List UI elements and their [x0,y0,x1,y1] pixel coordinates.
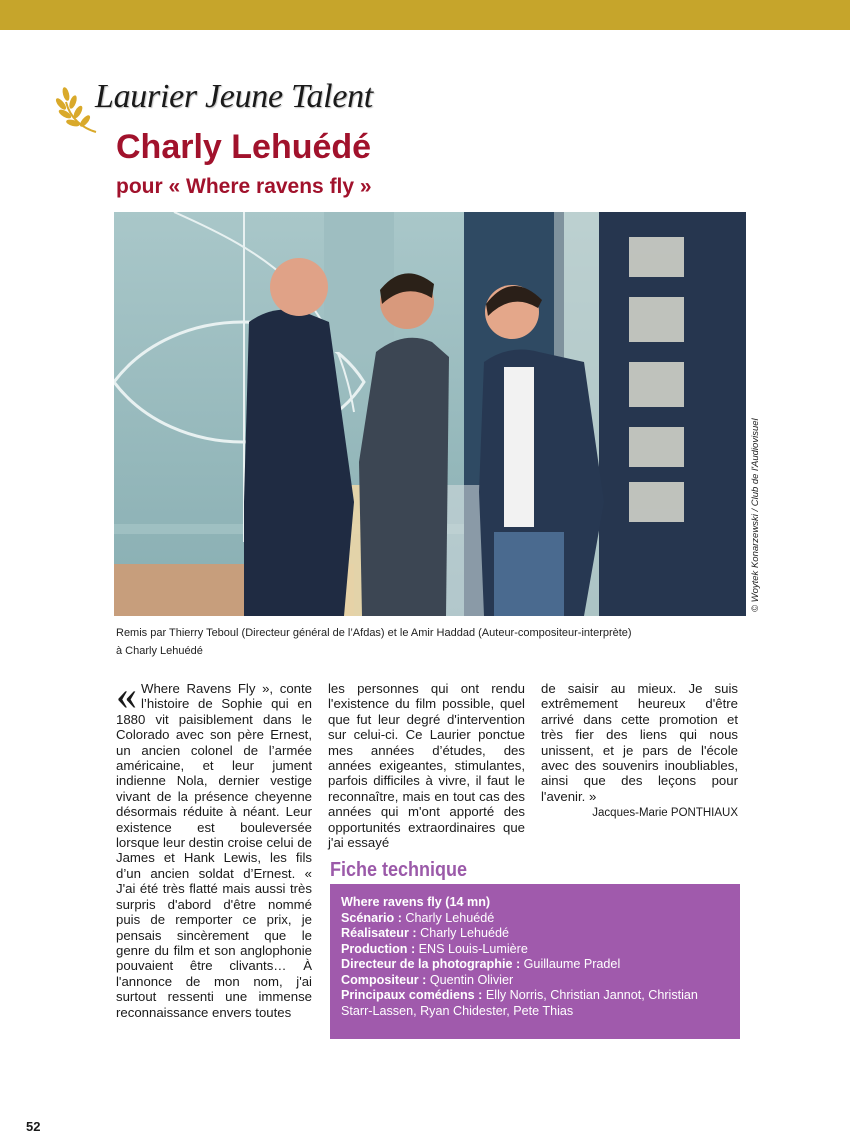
article-column-1 [116,673,312,1020]
author-signature: Jacques-Marie PONTHIAUX [592,807,738,820]
tech-sheet-item: Production : ENS Louis-Lumière [341,941,528,956]
page-number: 52 [26,1119,41,1134]
tech-sheet-item: Réalisateur : Charly Lehuédé [341,926,510,940]
tech-sheet-heading: Fiche technique [330,859,468,881]
opening-quote: « [116,673,137,719]
caption-line-2: à Charly Lehuédé [116,645,203,657]
laureate-name: Charly Lehuédé [116,128,372,166]
top-gold-bar [0,0,850,30]
tech-sheet-film: Where ravens fly (14 mn) [341,895,491,909]
award-title: Laurier Jeune Talent [95,78,373,115]
article-column-2 [328,681,525,850]
tech-sheet-item: Principaux comédiens : Elly Norris, Christian Jannot, Christian Starr-Lassen, Ryan Chidester, Pete Thias [341,988,698,1018]
photo-caption [116,624,756,660]
photo-credit: © Woytek Konarzewski / Club de l'Audiovisuel [750,418,761,612]
tech-sheet-item: Compositeur : Quentin Olivier [341,972,514,987]
article-column-3 [541,681,738,822]
tech-sheet-item: Directeur de la photographie : Guillaume Pradel [341,957,621,971]
tech-sheet-item: Scénario : Charly Lehuédé [341,910,495,925]
tech-sheet-box [330,884,740,1039]
caption-line-1: Remis par Thierry Teboul (Directeur général de l’Afdas) et le Amir Haddad (Auteur-compositeur-interprète) [116,627,632,639]
award-photo [114,212,746,616]
article-text-3: de saisir au mieux. Je suis extrêmement heureux d'être arrivé dans cette promotion et très fier des liens qui nous unissent, et je pars de l'école avec des souvenirs inoubliables, ainsi que des leçons pour l'avenir. » [541,681,738,804]
article-text-1: Where Ravens Fly », conte l’histoire de Sophie qui en 1880 vit paisiblement dans le Colorado avec son père Ernest, un ancien colonel de l’armée américaine, et leur jument indienne Nola, dernier vestige vivant de la présence cheyenne désormais réduite à néant. Leur existence est bouleversée lorsque leur destin croise celui de James et Hank Lewis, les fils d’un ancien soldat d’Ernest. « J'ai été très flatté mais aussi très surpris d'abord d'être nommé puis de remporter ce prix, je pensais sincèrement que le genre du film et son anglophonie pouvaient être clivants… À l'annonce de mon nom, j'ai surtout ressenti une immense reconnaissance envers toutes [116,681,312,1020]
article-text-2: les personnes qui ont rendu l'existence du film possible, quel que fut leur degré d'intervention sur celui-ci. Ce Laurier ponctue mes années d’études, des années exigeantes, stimulantes, parfois difficiles à vivre, il faut le reconnaître, mais en tout cas des années qui m'ont apporté des opportunités extraordinaires que j'ai essayé [328,681,525,851]
film-title: pour « Where ravens fly » [116,175,372,198]
